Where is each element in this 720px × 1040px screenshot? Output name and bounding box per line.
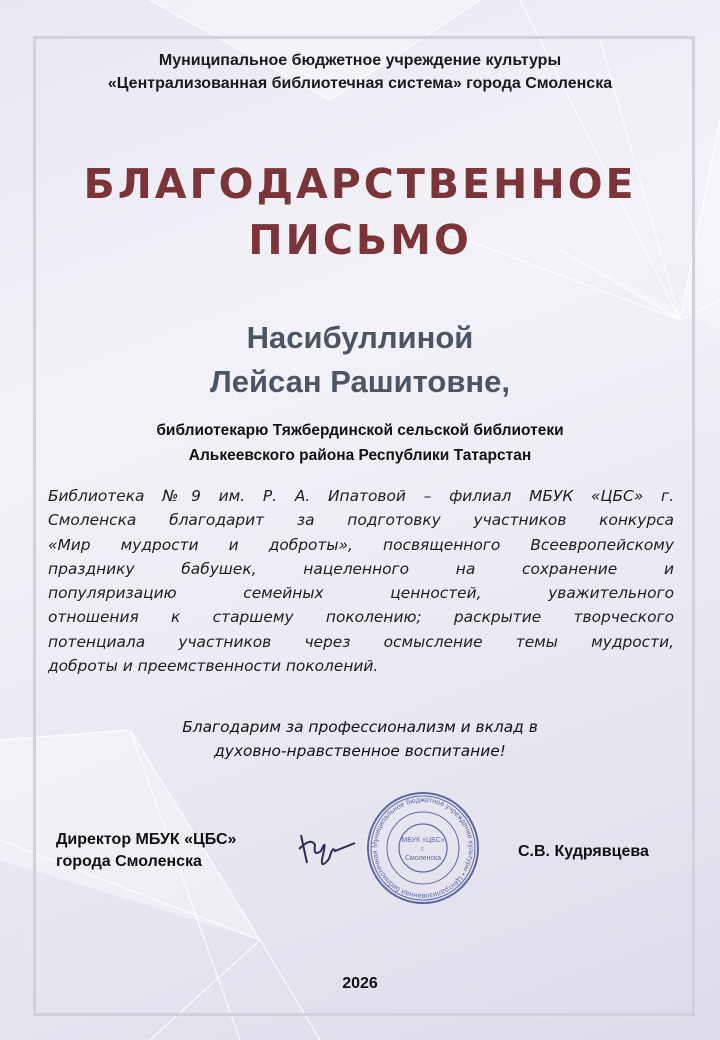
- title-line-2: ПИСЬМО: [248, 216, 472, 264]
- signatory-title-line-2: города Смоленска: [56, 853, 202, 870]
- signatory-title-line-1: Директор МБУК «ЦБС»: [56, 831, 237, 848]
- body-line: «Мир мудрости и доброты», посвященного Всеевропейскому: [48, 535, 674, 554]
- year: 2026: [342, 975, 378, 992]
- svg-text:Муниципальное бюджетное учрежд: Муниципальное бюджетное учреждение культуры • Централизованная библиотечная: [369, 794, 477, 902]
- official-stamp: [365, 790, 481, 906]
- closing-text: [0, 715, 720, 763]
- body-line: потенциала участников через осмысление темы мудрости,: [48, 632, 674, 651]
- body-line: Библиотека №9 им. Р. А. Ипатовой – филиал МБУК «ЦБС» г.: [48, 487, 674, 505]
- closing-line-1: Благодарим за профессионализм и вклад в: [182, 718, 538, 736]
- body-line: отношения к старшему поколению; раскрытие творческого: [48, 608, 674, 627]
- signatory-title: [56, 829, 236, 873]
- recipient-name-line-1: Насибуллиной: [246, 320, 474, 355]
- header-line-2: «Централизованная библиотечная система» города Смоленска: [107, 75, 613, 92]
- recipient-position-line-1: библиотекарю Тяжбердинской сельской библиотеки: [156, 422, 564, 439]
- recipient-name: [0, 316, 720, 404]
- signatory-name: С.В. Кудрявцева: [518, 843, 649, 860]
- body-line: празднику бабушек, нацеленного на сохранение и: [48, 559, 674, 578]
- recipient-position-line-2: Алькеевского района Республики Татарстан: [188, 447, 532, 464]
- recipient-name-line-2: Лейсан Рашитовне,: [210, 364, 510, 399]
- body-line: популяризацию семейных ценностей, уважительного: [48, 584, 674, 603]
- document-title: [0, 156, 720, 268]
- recipient-position: [0, 418, 720, 468]
- organization-header: [0, 49, 720, 95]
- header-line-1: Муниципальное бюджетное учреждение культуры: [158, 52, 562, 69]
- body-line: Смоленска благодарит за подготовку участников конкурса: [48, 511, 674, 530]
- closing-line-2: духовно-нравственное воспитание!: [214, 742, 506, 760]
- handwritten-signature: [293, 815, 363, 875]
- svg-text:г.: г.: [421, 846, 425, 853]
- svg-text:МБУК «ЦБС»: МБУК «ЦБС»: [401, 837, 445, 844]
- title-line-1: БЛАГОДАРСТВЕННОЕ: [83, 160, 637, 208]
- body-text: [48, 484, 674, 678]
- svg-text:Смоленска: Смоленска: [404, 855, 442, 862]
- body-line: доброты и преемственности поколений.: [48, 657, 379, 676]
